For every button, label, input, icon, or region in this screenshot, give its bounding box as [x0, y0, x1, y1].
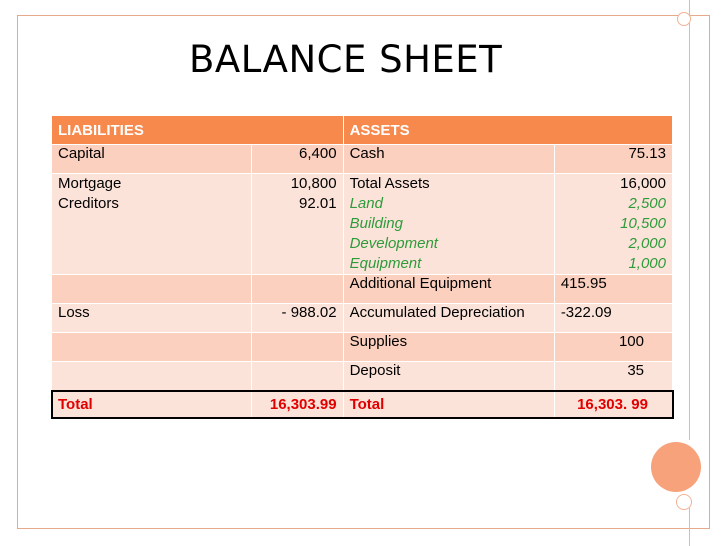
liability-amount [251, 275, 343, 304]
page-title: BALANCE SHEET [189, 38, 503, 81]
balance-sheet-table [51, 115, 673, 418]
asset-label-sub: Building [349, 215, 403, 232]
asset-amount-sub: 2,500 [628, 195, 666, 212]
liability-label: Creditors [58, 195, 119, 212]
liability-label-cell [52, 174, 252, 275]
asset-label: Supplies [343, 333, 554, 362]
asset-label-sub: Development [349, 235, 438, 252]
liability-amount: 10,800 [290, 175, 337, 192]
table-row [52, 304, 673, 333]
table-row [52, 362, 673, 391]
table-row [52, 145, 673, 174]
assets-header: ASSETS [343, 116, 672, 145]
liability-amount: - 988.02 [251, 304, 343, 333]
liability-label [52, 362, 252, 391]
asset-amount-sub: 2,000 [628, 235, 666, 252]
asset-amount-sub: 10,500 [620, 215, 666, 232]
total-row [52, 391, 673, 418]
asset-label-sub: Equipment [349, 255, 422, 272]
liability-label: Mortgage [58, 175, 122, 192]
liability-label [52, 275, 252, 304]
liability-label: Capital [52, 145, 252, 174]
liability-amount [251, 333, 343, 362]
asset-amount: 35 [554, 362, 672, 391]
asset-amount-sub: 1,000 [628, 255, 666, 272]
table-row [52, 174, 673, 275]
asset-amount: -322.09 [554, 304, 672, 333]
total-assets-label: Total [343, 391, 554, 418]
liability-amount: 92.01 [299, 195, 337, 212]
asset-amount: 415.95 [554, 275, 672, 304]
asset-label: Additional Equipment [343, 275, 554, 304]
total-liabilities-amount: 16,303.99 [251, 391, 343, 418]
asset-amount-cell [554, 174, 672, 275]
asset-label: Total Assets [349, 175, 430, 192]
table-header-row [52, 116, 673, 145]
table-row [52, 275, 673, 304]
liability-amount-cell [251, 174, 343, 275]
asset-label-sub: Land [349, 195, 383, 212]
asset-label: Cash [343, 145, 554, 174]
asset-amount: 100 [554, 333, 672, 362]
asset-label: Deposit [343, 362, 554, 391]
decorative-circle-large [651, 442, 701, 492]
asset-amount: 75.13 [554, 145, 672, 174]
total-assets-amount: 16,303. 99 [554, 391, 672, 418]
decorative-circle-top [677, 12, 691, 26]
table-row [52, 333, 673, 362]
rail-line-top [689, 0, 690, 440]
liability-label [52, 333, 252, 362]
rail-line-bottom [689, 508, 690, 546]
liability-amount: 6,400 [251, 145, 343, 174]
liability-amount [251, 362, 343, 391]
liabilities-header: LIABILITIES [52, 116, 344, 145]
asset-label: Accumulated Depreciation [343, 304, 554, 333]
liability-label: Loss [52, 304, 252, 333]
total-liabilities-label: Total [52, 391, 252, 418]
decorative-circle-small [676, 494, 692, 510]
asset-label-cell [343, 174, 554, 275]
asset-amount: 16,000 [620, 175, 666, 192]
